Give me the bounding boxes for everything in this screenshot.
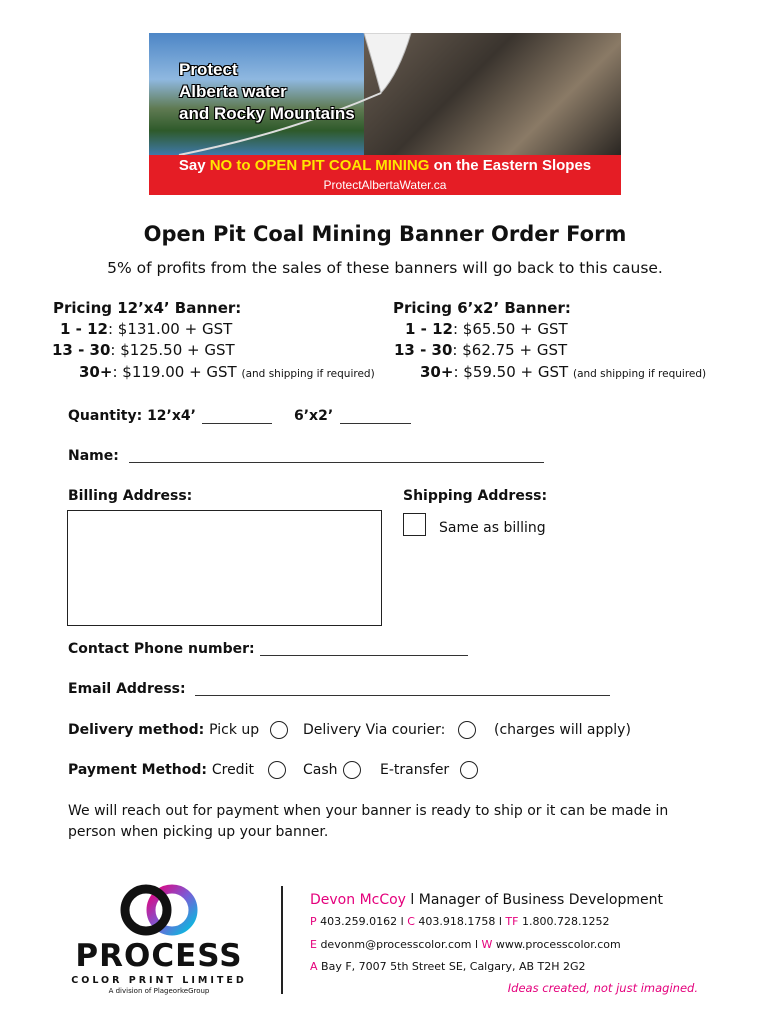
payment-method-text: Payment Method: [68,762,207,778]
company-division: A division of PlageorkeGroup [108,987,210,995]
name-field[interactable] [129,462,544,463]
delivery-method-text: Delivery method: [68,722,205,738]
pricing-6x2-row-3 [420,363,706,381]
contact-website[interactable]: www.processcolor.com [492,938,621,951]
payment-credit-label: Credit [211,762,254,778]
price-range: 1 - 12 [405,320,453,338]
payment-footnote: We will reach out for payment when your banner is ready to ship or it can be made in person when picking up your banner. [68,803,669,840]
contact-address: Bay F, 7007 5th Street SE, Calgary, AB T2H 2G2 [317,960,586,973]
payment-method-label [68,762,254,778]
payment-etransfer-label: E-transfer [380,762,450,778]
price-range: 13 - 30 [52,341,111,359]
price-range: 30+ [420,363,454,381]
price-value: : $62.75 + GST [452,341,568,359]
headline-line-2: Alberta water [179,82,287,101]
price-value: : $131.00 + GST [107,320,233,338]
contact-phone-line: P 403.259.0162 l C 403.918.1758 l TF 1.800.728.1252 [310,915,610,928]
phone-field[interactable] [260,655,468,656]
pricing-12x4-heading: Pricing 12’x4’ Banner: [53,299,242,317]
campaign-banner-image [149,33,621,195]
contact-email[interactable]: devonm@processcolor.com [316,938,472,951]
quantity-6x2-field[interactable] [340,423,411,424]
payment-cash-radio[interactable] [343,761,361,779]
pricing-6x2-row-2 [394,341,567,359]
shipping-note: (and shipping if required) [572,368,707,380]
form-title: Open Pit Coal Mining Banner Order Form [143,222,627,246]
slogan-highlight: NO to OPEN PIT COAL MINING [209,157,430,174]
pricing-6x2-heading: Pricing 6’x2’ Banner: [393,299,571,317]
process-logo-rings-icon [118,882,200,938]
payment-credit-radio[interactable] [268,761,286,779]
web-prefix: W [481,938,493,951]
delivery-courier-label: Delivery Via courier: [303,722,446,738]
company-tagline: Ideas created, not just imagined. [507,981,698,995]
quantity-12x4-field[interactable] [202,423,272,424]
shipping-note: (and shipping if required) [241,368,375,380]
price-range: 30+ [79,363,113,381]
company-subtitle: COLOR PRINT LIMITED [71,975,247,986]
contact-email-line: E devonm@processcolor.com l W www.processcolor.com [310,938,621,951]
billing-address-box[interactable] [67,510,382,626]
delivery-method-label [68,722,259,738]
pricing-6x2-row-1 [405,320,568,338]
headline-line-3: and Rocky Mountains [179,104,355,123]
price-value: : $119.00 + GST [112,363,237,381]
address-prefix: A [310,960,318,973]
banner-url: ProtectAlbertaWater.ca [323,178,447,192]
slogan-suffix: on the Eastern Slopes [429,157,592,174]
price-range: 13 - 30 [394,341,453,359]
same-as-billing-label: Same as billing [439,520,546,536]
price-value: : $65.50 + GST [452,320,568,338]
contact-title: l Manager of Business Development [405,892,663,908]
same-as-billing-checkbox[interactable] [403,513,426,536]
email-field[interactable] [195,695,610,696]
shipping-address-label: Shipping Address: [403,488,548,504]
billing-address-label: Billing Address: [68,488,193,504]
phone-c: 403.918.1758 [414,915,496,928]
delivery-courier-radio[interactable] [458,721,476,739]
pricing-12x4-row-1 [60,320,232,338]
phone-p-label: P [310,915,317,928]
price-value: : $125.50 + GST [110,341,235,359]
phone-tf: 1.800.728.1252 [518,915,610,928]
phone-label: Contact Phone number: [68,641,255,657]
email-label: Email Address: [68,681,186,697]
price-value: : $59.50 + GST [453,363,569,381]
contact-address-line [310,960,586,973]
pricing-12x4-row-2 [52,341,235,359]
name-label: Name: [68,448,119,464]
form-subtitle: 5% of profits from the sales of these banners will go back to this cause. [107,259,663,277]
company-wordmark: PROCESS [75,938,243,974]
quantity-6x2-label: 6’x2’ [294,408,334,424]
pricing-12x4-row-3 [79,363,375,381]
price-range: 1 - 12 [60,320,108,338]
delivery-pickup-label: Pick up [209,722,260,738]
phone-c-label: C [407,915,415,928]
contact-name: Devon McCoy [310,892,406,908]
contact-name-line [310,892,663,908]
payment-etransfer-radio[interactable] [460,761,478,779]
headline-line-1: Protect [179,60,238,79]
phone-tf-label: TF [505,915,519,928]
quantity-12x4-label: Quantity: 12’x4’ [68,408,196,424]
delivery-charges-note: (charges will apply) [494,722,631,738]
email-prefix: E [310,938,317,951]
banner-slogan [149,157,621,174]
banner-headline [179,59,355,125]
payment-cash-label: Cash [303,762,338,778]
phone-p: 403.259.0162 [316,915,398,928]
footer-divider [281,886,283,994]
slogan-prefix: Say [178,157,210,174]
delivery-pickup-radio[interactable] [270,721,288,739]
